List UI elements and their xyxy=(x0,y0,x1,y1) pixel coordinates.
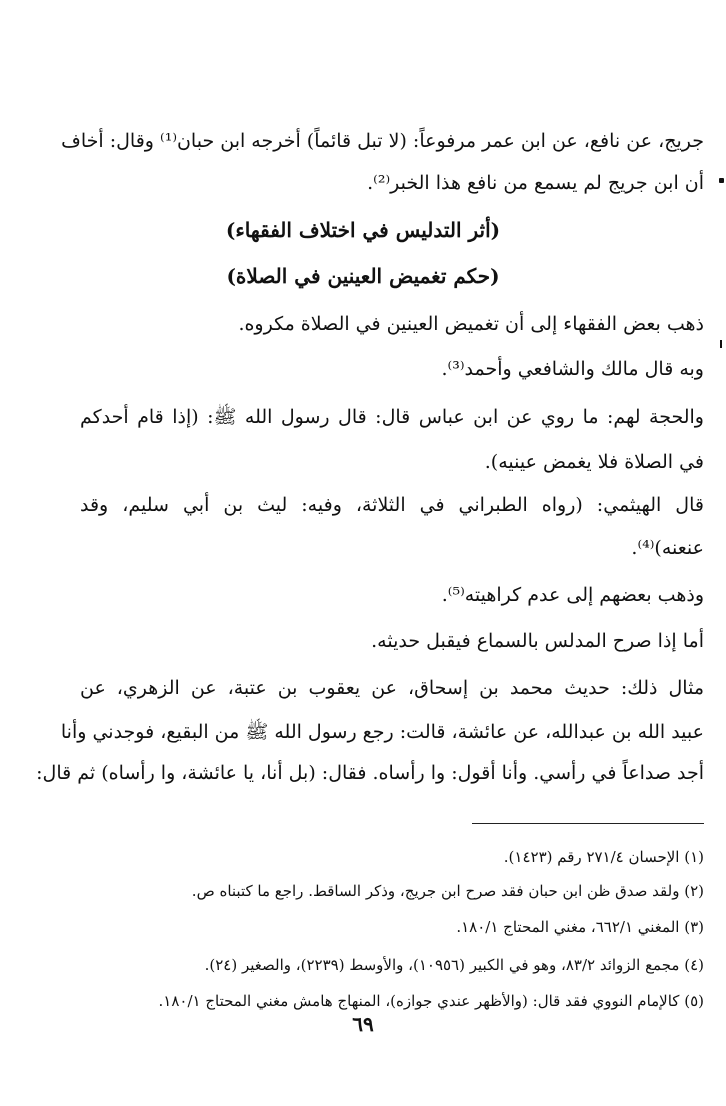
footnote-1: (١) الإحسان ٢٧١/٤ رقم (١٤٢٣). xyxy=(503,848,704,866)
footnote-divider xyxy=(472,823,704,824)
margin-mark xyxy=(719,178,724,183)
body-line-1: جريج، عن نافع، عن ابن عمر مرفوعاً: (لا تبل قائماً) أخرجه ابن حبان⁽¹⁾ وقال: أخاف xyxy=(61,130,704,152)
subsection-heading: (حكم تغميض العينين في الصلاة) xyxy=(226,264,500,288)
para-line: أما إذا صرح المدلس بالسماع فيقبل حديثه. xyxy=(371,630,704,652)
para-line: عنعنه)⁽⁴⁾. xyxy=(631,537,704,559)
page-number: ٦٩ xyxy=(352,1012,374,1036)
para-line: قال الهيثمي: (رواه الطبراني في الثلاثة، وفيه: ليث بن أبي سليم، وقد xyxy=(80,494,704,516)
para-line: ذهب بعض الفقهاء إلى أن تغميض العينين في الصلاة مكروه. xyxy=(238,313,704,335)
footnote-4: (٤) مجمع الزوائد ٨٣/٢، وهو في الكبير (١٠٩٥٦)، والأوسط (٢٢٣٩)، والصغير (٢٤). xyxy=(204,956,704,974)
para-line: أجد صداعاً في رأسي. وأنا أقول: وا رأساه. فقال: (بل أنا، يا عائشة، وا رأساه) ثم قال: xyxy=(36,762,704,784)
section-heading: (أثر التدليس في اختلاف الفقهاء) xyxy=(225,218,501,242)
para-line: في الصلاة فلا يغمض عينيه). xyxy=(484,451,704,473)
para-line: وبه قال مالك والشافعي وأحمد⁽³⁾. xyxy=(441,358,704,380)
footnote-3: (٣) المغني ٦٦٢/١، مغني المحتاج ١٨٠/١. xyxy=(456,918,704,936)
footnote-5: (٥) كالإمام النووي فقد قال: (والأظهر عندي جوازه)، المنهاج هامش مغني المحتاج ١٨٠/١. xyxy=(158,992,704,1010)
para-line: مثال ذلك: حديث محمد بن إسحاق، عن يعقوب بن عتبة، عن الزهري، عن xyxy=(80,677,704,699)
footnote-2: (٢) ولقد صدق ظن ابن حبان فقد صرح ابن جريج، وذكر الساقط. راجع ما كتبناه ص. xyxy=(191,882,704,900)
margin-mark xyxy=(720,340,722,348)
para-line: عبيد الله بن عبدالله، عن عائشة، قالت: رجع رسول الله ﷺ من البقيع، فوجدني وأنا xyxy=(60,721,704,743)
para-line: وذهب بعضهم إلى عدم كراهيته⁽⁵⁾. xyxy=(441,584,704,606)
para-line: والحجة لهم: ما روي عن ابن عباس قال: قال رسول الله ﷺ: (إذا قام أحدكم xyxy=(80,406,704,428)
body-line-2: أن ابن جريج لم يسمع من نافع هذا الخبر⁽²⁾. xyxy=(367,172,704,194)
